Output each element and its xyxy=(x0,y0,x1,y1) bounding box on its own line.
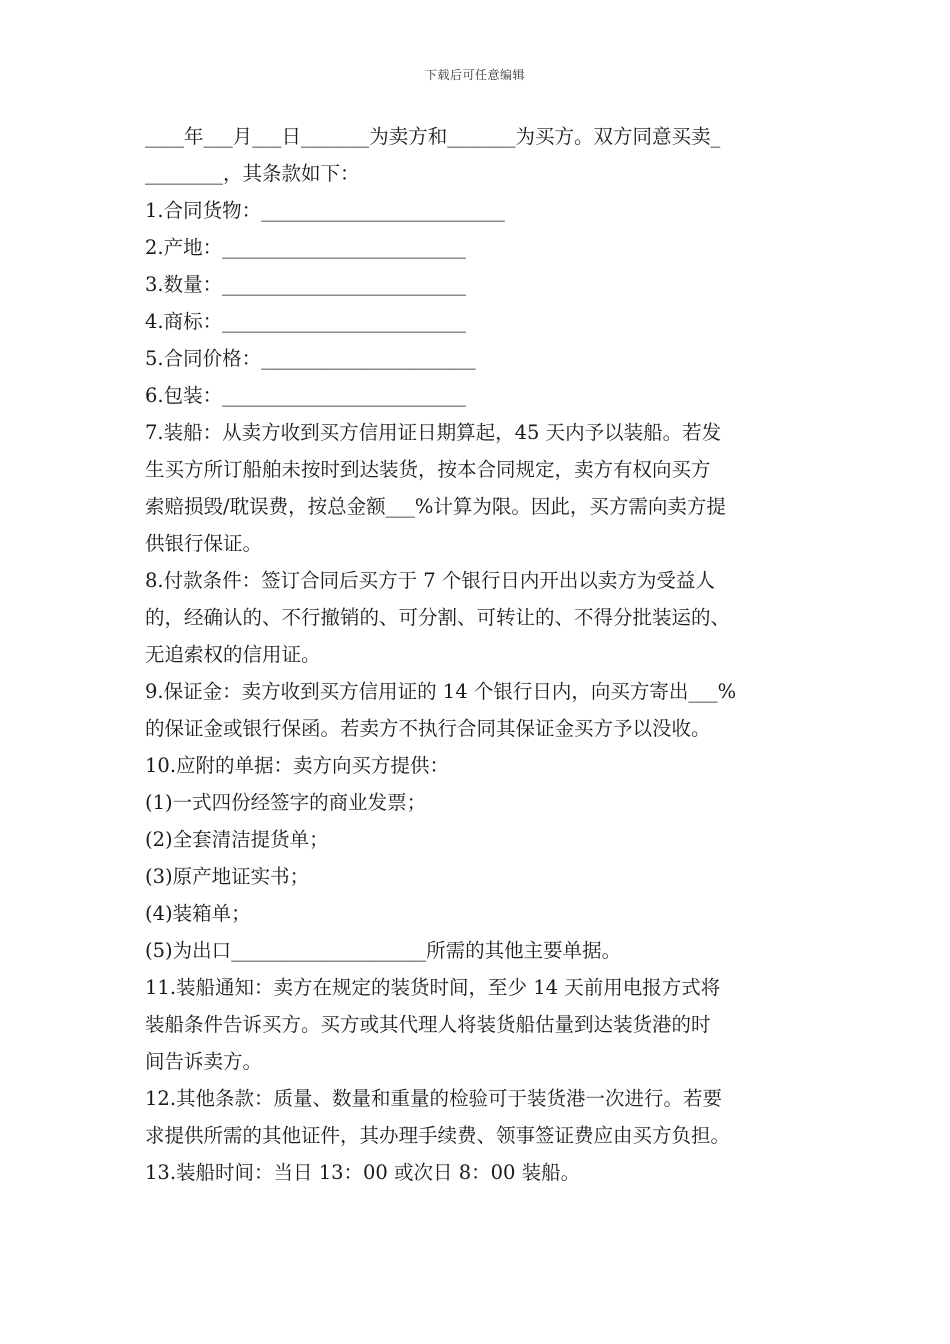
text-line: ____年___月___日_______为卖方和_______为买方。双方同意买卖_ xyxy=(145,125,721,148)
document-item: (3)原产地证实书； xyxy=(145,865,310,888)
document-item: (2)全套清洁提货单； xyxy=(145,828,329,851)
clause-shipment: 7.装船：从卖方收到买方信用证日期算起，45 天内予以装船。若发 xyxy=(145,421,722,444)
text-line: 装船条件告诉买方。买方或其代理人将装货船估量到达装货港的时 xyxy=(145,1013,711,1036)
text-line: 索赔损毁/耽误费，按总金额___%计算为限。因此，买方需向卖方提 xyxy=(145,495,726,518)
text-line: 的保证金或银行保函。若卖方不执行合同其保证金买方予以没收。 xyxy=(145,717,711,740)
text-line: 生买方所订船舶未按时到达装货，按本合同规定，卖方有权向买方 xyxy=(145,458,711,481)
document-item: (1)一式四份经签字的商业发票； xyxy=(145,791,427,814)
contract-body xyxy=(145,118,825,1191)
text-line: 间告诉卖方。 xyxy=(145,1050,263,1073)
page-header-note: 下载后可任意编辑 xyxy=(424,68,525,82)
clause-trademark: 4.商标：_________________________ xyxy=(145,310,466,333)
document-item: (4)装箱单； xyxy=(145,902,251,925)
clause-origin: 2.产地：_________________________ xyxy=(145,236,466,259)
clause-loading-time: 13.装船时间：当日 13：00 或次日 8：00 装船。 xyxy=(145,1161,581,1184)
text-line: ________，其条款如下： xyxy=(145,162,360,185)
clause-other-terms: 12.其他条款：质量、数量和重量的检验可于装货港一次进行。若要 xyxy=(145,1087,723,1110)
text-line: 供银行保证。 xyxy=(145,532,263,555)
clause-packing: 6.包装：_________________________ xyxy=(145,384,466,407)
document-item: (5)为出口____________________所需的其他主要单据。 xyxy=(145,939,622,962)
clause-shipping-notice: 11.装船通知：卖方在规定的装货时间，至少 14 天前用电报方式将 xyxy=(145,976,721,999)
clause-goods: 1.合同货物：_________________________ xyxy=(145,199,505,222)
clause-documents: 10.应附的单据：卖方向买方提供： xyxy=(145,754,450,777)
clause-price: 5.合同价格：______________________ xyxy=(145,347,476,370)
text-line: 求提供所需的其他证件，其办理手续费、领事签证费应由买方负担。 xyxy=(145,1124,731,1147)
text-line: 的，经确认的、不行撤销的、可分割、可转让的、不得分批装运的、 xyxy=(145,606,731,629)
text-line: 无追索权的信用证。 xyxy=(145,643,321,666)
clause-deposit: 9.保证金：卖方收到买方信用证的 14 个银行日内，向买方寄出___% xyxy=(145,680,737,703)
clause-quantity: 3.数量：_________________________ xyxy=(145,273,466,296)
clause-payment: 8.付款条件：签订合同后买方于 7 个银行日内开出以卖方为受益人 xyxy=(145,569,715,592)
